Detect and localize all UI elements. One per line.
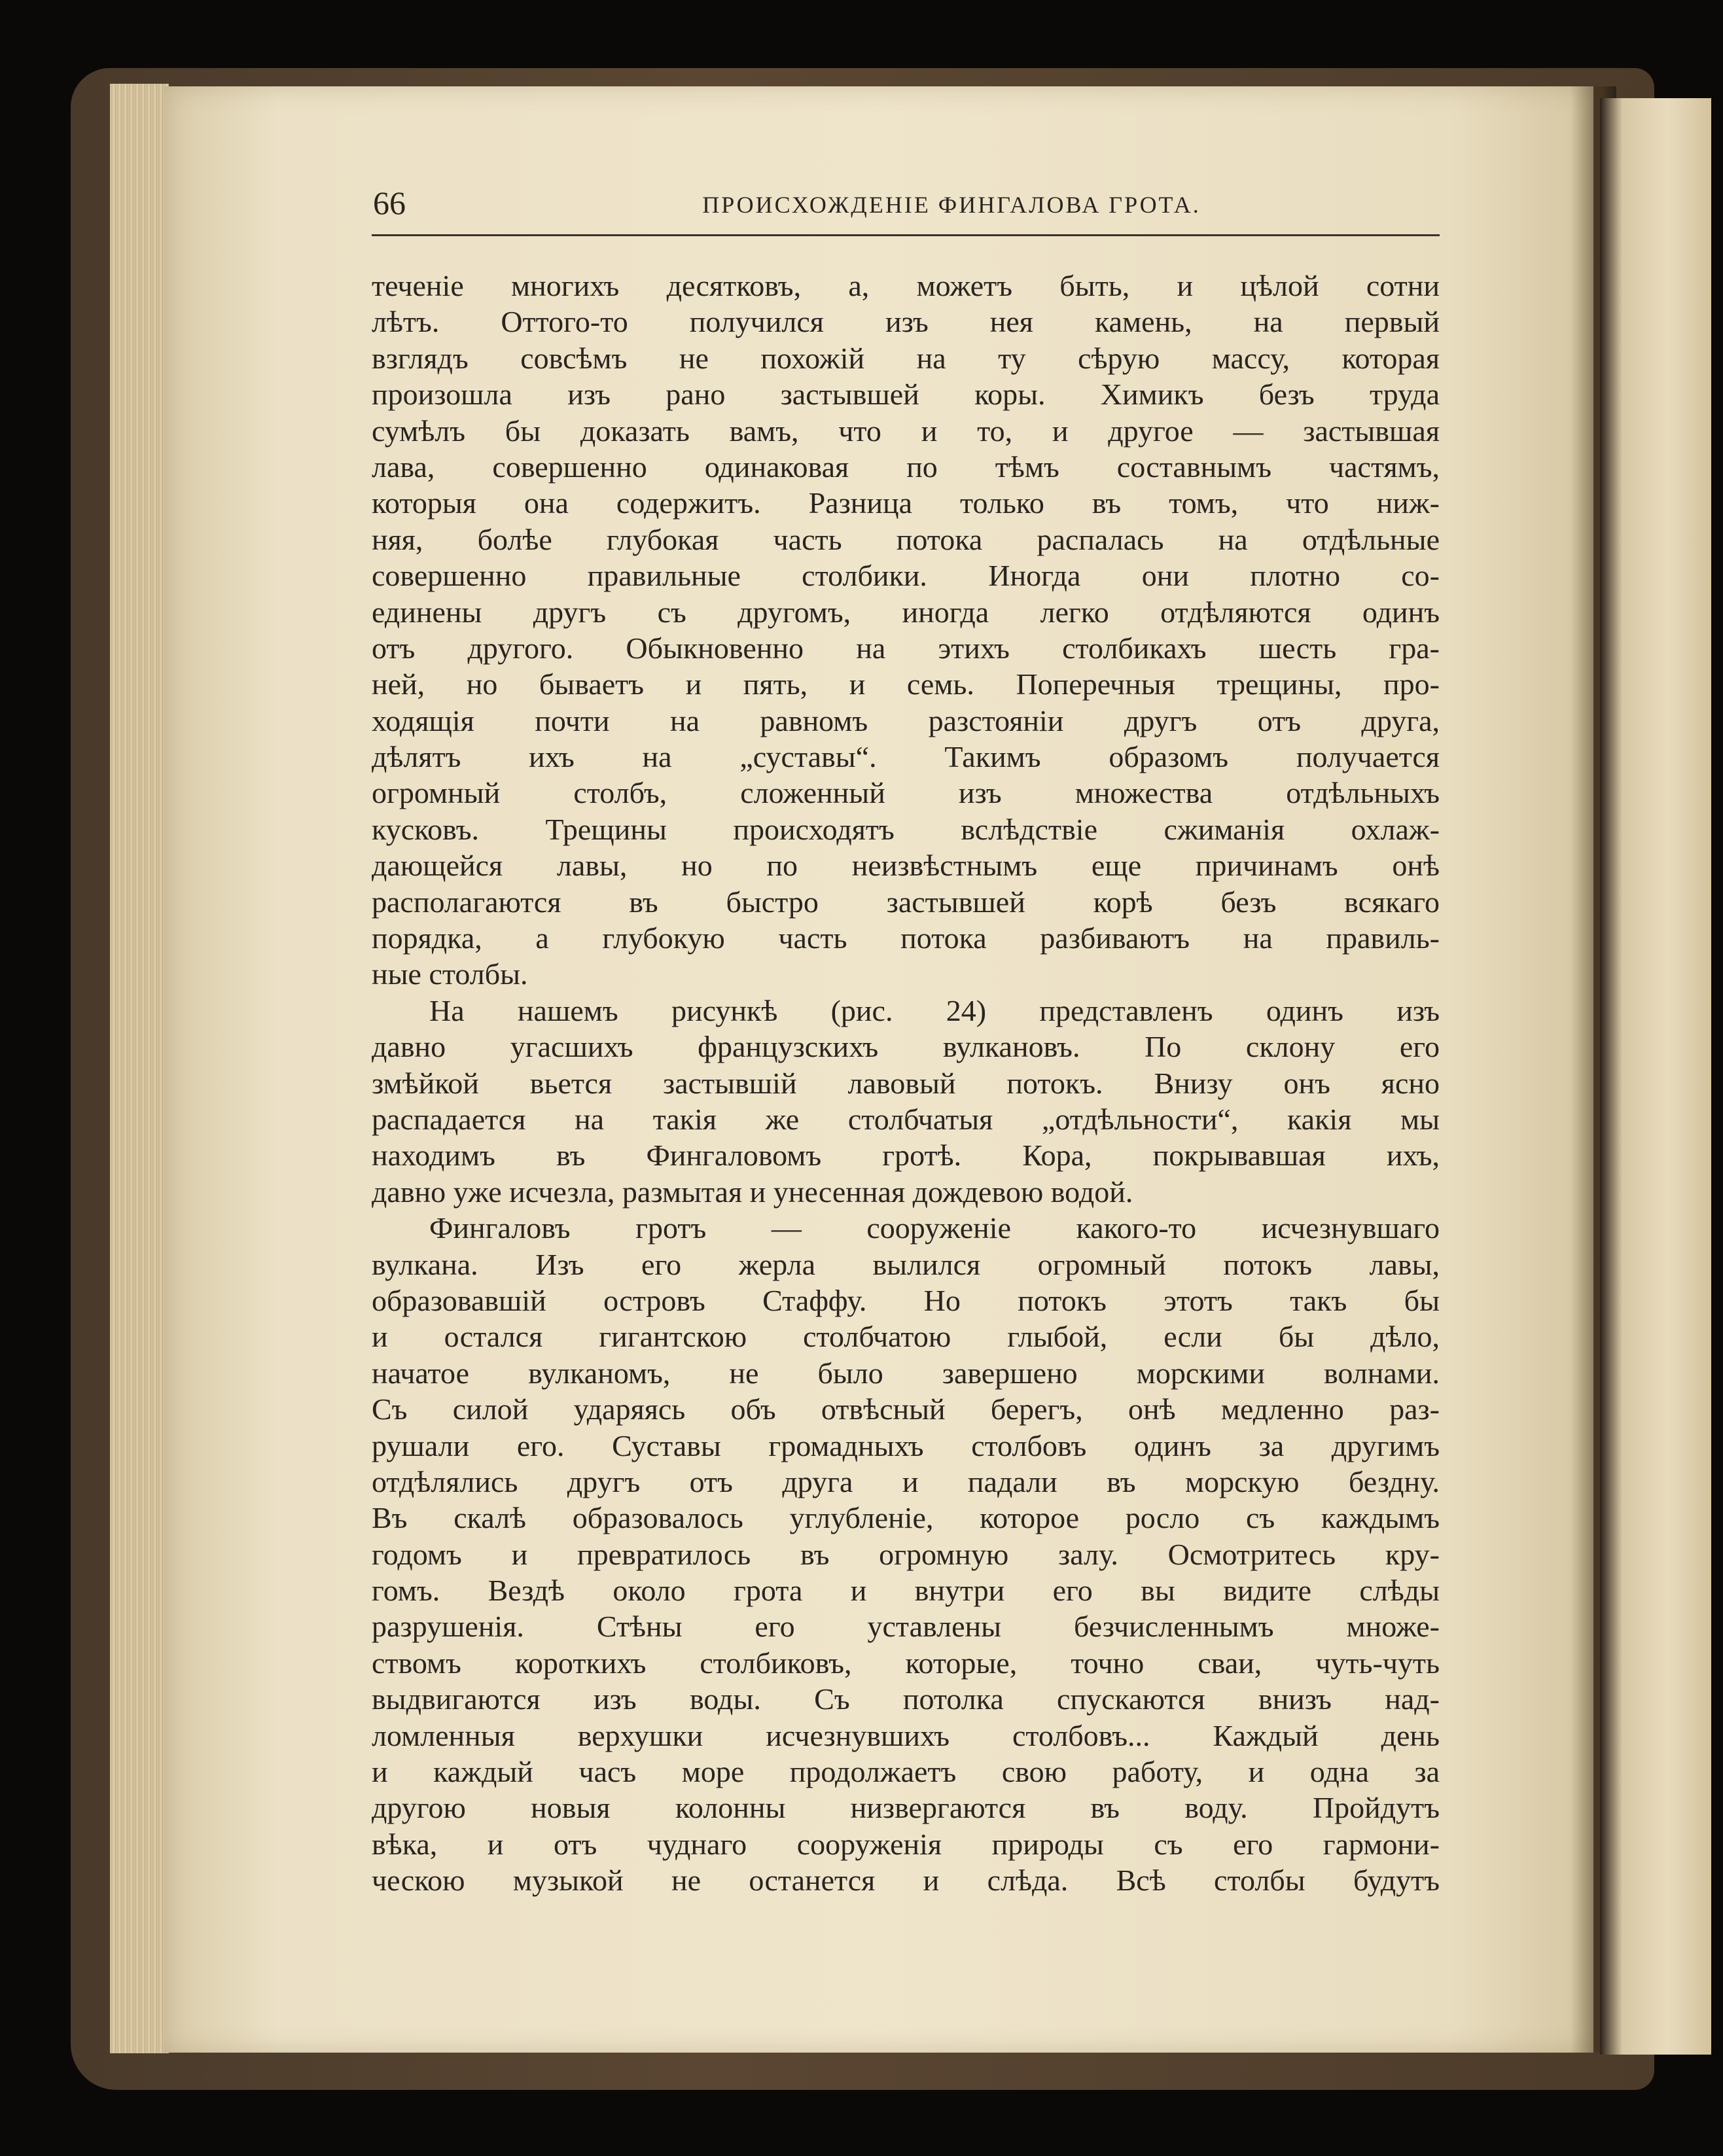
text-line: образовавшій островъ Стаффу. Но потокъ этотъ такъ бы bbox=[372, 1283, 1440, 1317]
body-text bbox=[372, 268, 1440, 1899]
text-line: огромный столбъ, сложенный изъ множества отдѣльныхъ bbox=[372, 776, 1440, 810]
text-line: ные столбы. bbox=[372, 957, 528, 991]
text-line: взглядъ совсѣмъ не похожій на ту сѣрую массу, которая bbox=[372, 341, 1440, 375]
text-line: другою новыя колонны низвергаются въ воду. Пройдутъ bbox=[372, 1791, 1440, 1825]
text-line: выдвигаются изъ воды. Съ потолка спускаются внизъ над- bbox=[372, 1682, 1440, 1716]
text-line: вулкана. Изъ его жерла вылился огромный потокъ лавы, bbox=[372, 1247, 1440, 1281]
text-line: ствомъ короткихъ столбиковъ, которые, точно сваи, чуть-чуть bbox=[372, 1646, 1440, 1680]
text-line: единены другъ съ другомъ, иногда легко отдѣляются одинъ bbox=[372, 595, 1440, 629]
text-line: лѣтъ. Оттого-то получился изъ нея камень, на первый bbox=[372, 305, 1440, 339]
text-line: На нашемъ рисункѣ (рис. 24) представленъ одинъ изъ bbox=[429, 993, 1440, 1027]
text-line: и каждый часъ море продолжаетъ свою работу, и одна за bbox=[372, 1755, 1440, 1789]
facing-page-edge bbox=[1600, 98, 1711, 2055]
text-line: находимъ въ Фингаловомъ гротѣ. Кора, покрывавшая ихъ, bbox=[372, 1139, 1440, 1173]
text-line: дающейся лавы, но по неизвѣстнымъ еще причинамъ онѣ bbox=[372, 849, 1440, 883]
text-line: которыя она содержитъ. Разница только въ томъ, что ниж- bbox=[372, 486, 1440, 520]
text-line: Въ скалѣ образовалось углубленіе, которое росло съ каждымъ bbox=[372, 1501, 1440, 1535]
text-line: ческою музыкой не останется и слѣда. Всѣ столбы будутъ bbox=[372, 1864, 1440, 1898]
text-line: дѣлятъ ихъ на „суставы“. Такимъ образомъ получается bbox=[372, 740, 1440, 774]
text-line: лава, совершенно одинаковая по тѣмъ составнымъ частямъ, bbox=[372, 450, 1440, 484]
text-line: сумѣлъ бы доказать вамъ, что и то, и другое — застывшая bbox=[372, 414, 1440, 448]
text-line: ломленныя верхушки исчезнувшихъ столбовъ... Каждый день bbox=[372, 1718, 1440, 1752]
text-line: годомъ и превратилось въ огромную залу. Осмотритесь кру- bbox=[372, 1537, 1440, 1571]
text-line: распадается на такія же столбчатыя „отдѣльности“, какія мы bbox=[372, 1102, 1440, 1136]
text-line: давно уже исчезла, размытая и унесенная дождевою водой. bbox=[372, 1175, 1133, 1209]
text-line: кусковъ. Трещины происходятъ вслѣдствіе сжиманія охлаж- bbox=[372, 812, 1440, 846]
text-line: няя, болѣе глубокая часть потока распалась на отдѣльные bbox=[372, 522, 1440, 556]
text-line: Съ силой ударяясь объ отвѣсный берегъ, онѣ медленно раз- bbox=[372, 1392, 1440, 1426]
text-line: и остался гигантскою столбчатою глыбой, если бы дѣло, bbox=[372, 1320, 1440, 1354]
text-line: совершенно правильные столбики. Иногда они плотно со- bbox=[372, 559, 1440, 593]
text-line: змѣйкой вьется застывшій лавовый потокъ. Внизу онъ ясно bbox=[372, 1066, 1440, 1100]
text-line: давно угасшихъ французскихъ вулкановъ. По склону его bbox=[372, 1030, 1440, 1064]
text-line: Фингаловъ гротъ — сооруженіе какого-то исчезнувшаго bbox=[429, 1211, 1440, 1245]
text-line: гомъ. Вездѣ около грота и внутри его вы видите слѣды bbox=[372, 1574, 1440, 1608]
text-line: разрушенія. Стѣны его уставлены безчисленнымъ множе- bbox=[372, 1610, 1440, 1644]
text-line: произошла изъ рано застывшей коры. Химикъ безъ труда bbox=[372, 378, 1440, 412]
text-line: отъ другого. Обыкновенно на этихъ столбикахъ шесть гра- bbox=[372, 631, 1440, 665]
text-line: теченіе многихъ десятковъ, а, можетъ быть, и цѣлой сотни bbox=[372, 269, 1440, 302]
page-edges bbox=[110, 84, 169, 2053]
text-line: рушали его. Суставы громадныхъ столбовъ одинъ за другимъ bbox=[372, 1428, 1440, 1462]
text-line: начатое вулканомъ, не было завершено морскими волнами. bbox=[372, 1356, 1440, 1390]
text-line: порядка, а глубокую часть потока разбиваютъ на правиль- bbox=[372, 921, 1440, 955]
text-line: отдѣлялись другъ отъ друга и падали въ морскую бездну. bbox=[372, 1464, 1440, 1498]
text-line: ней, но бываетъ и пять, и семь. Поперечныя трещины, про- bbox=[372, 667, 1440, 701]
running-title: ПРОИСХОЖДЕНІЕ ФИНГАЛОВА ГРОТА. bbox=[702, 192, 1201, 218]
page-content bbox=[372, 183, 1440, 1924]
running-head bbox=[372, 183, 1440, 236]
text-line: вѣка, и отъ чуднаго сооруженія природы съ его гармони- bbox=[372, 1827, 1440, 1861]
text-line: располагаются въ быстро застывшей корѣ безъ всякаго bbox=[372, 885, 1440, 919]
page-number: 66 bbox=[373, 185, 406, 221]
text-line: ходящія почти на равномъ разстояніи другъ отъ друга, bbox=[372, 703, 1440, 737]
